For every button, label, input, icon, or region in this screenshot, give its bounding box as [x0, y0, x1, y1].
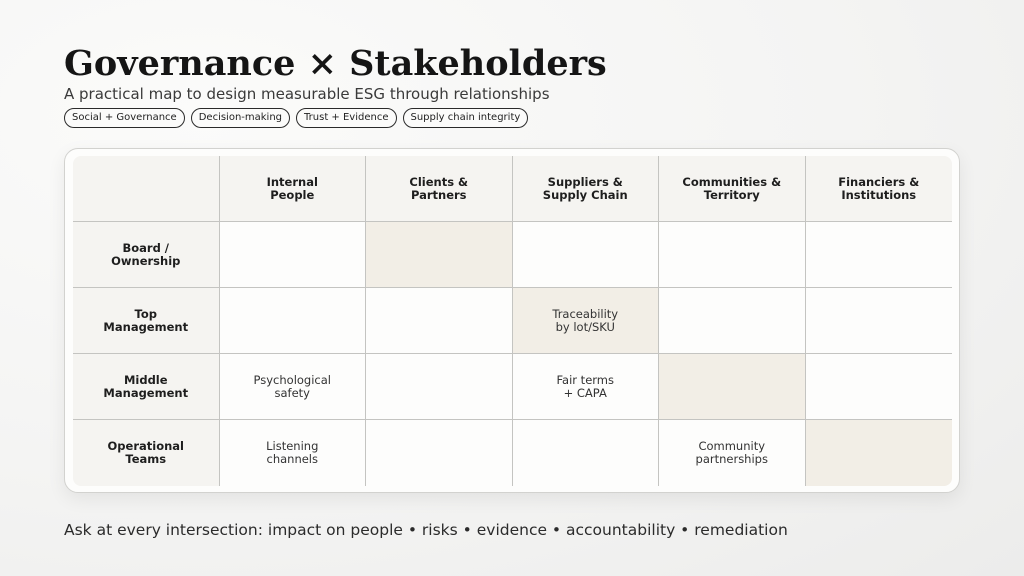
tag-trust-evidence: Trust + Evidence [296, 108, 396, 128]
column-header: Internal People [220, 156, 367, 222]
matrix-cell [366, 288, 513, 354]
footer-guidance: Ask at every intersection: impact on people • risks • evidence • accountability • remediation [64, 521, 788, 539]
row-header: Board / Ownership [73, 222, 220, 288]
matrix-cell [513, 222, 660, 288]
matrix-cell [220, 288, 367, 354]
matrix-cell [806, 288, 953, 354]
column-header: Financiers & Institutions [806, 156, 953, 222]
column-header: Suppliers & Supply Chain [513, 156, 660, 222]
row-header: Middle Management [73, 354, 220, 420]
matrix-cell [659, 354, 806, 420]
tag-list [64, 108, 528, 128]
matrix-cell [806, 222, 953, 288]
matrix-cell [513, 420, 660, 486]
governance-stakeholder-matrix [73, 156, 952, 486]
tag-decision-making: Decision-making [191, 108, 290, 128]
page-subtitle: A practical map to design measurable ESG through relationships [64, 85, 550, 103]
matrix-cell [366, 354, 513, 420]
matrix-cell: Traceability by lot/SKU [513, 288, 660, 354]
tag-supply-chain-integrity: Supply chain integrity [403, 108, 529, 128]
tag-social-governance: Social + Governance [64, 108, 185, 128]
matrix-cell [220, 222, 367, 288]
matrix-cell [659, 222, 806, 288]
matrix-cell [366, 420, 513, 486]
matrix-corner [73, 156, 220, 222]
matrix-cell: Community partnerships [659, 420, 806, 486]
column-header: Clients & Partners [366, 156, 513, 222]
matrix-cell [366, 222, 513, 288]
matrix-cell [806, 420, 953, 486]
column-header: Communities & Territory [659, 156, 806, 222]
row-header: Top Management [73, 288, 220, 354]
page-title: Governance × Stakeholders [64, 43, 607, 84]
matrix-cell [659, 288, 806, 354]
matrix-cell [806, 354, 953, 420]
matrix-cell: Psychological safety [220, 354, 367, 420]
matrix-cell: Fair terms + CAPA [513, 354, 660, 420]
matrix-cell: Listening channels [220, 420, 367, 486]
matrix-card [64, 148, 960, 493]
row-header: Operational Teams [73, 420, 220, 486]
